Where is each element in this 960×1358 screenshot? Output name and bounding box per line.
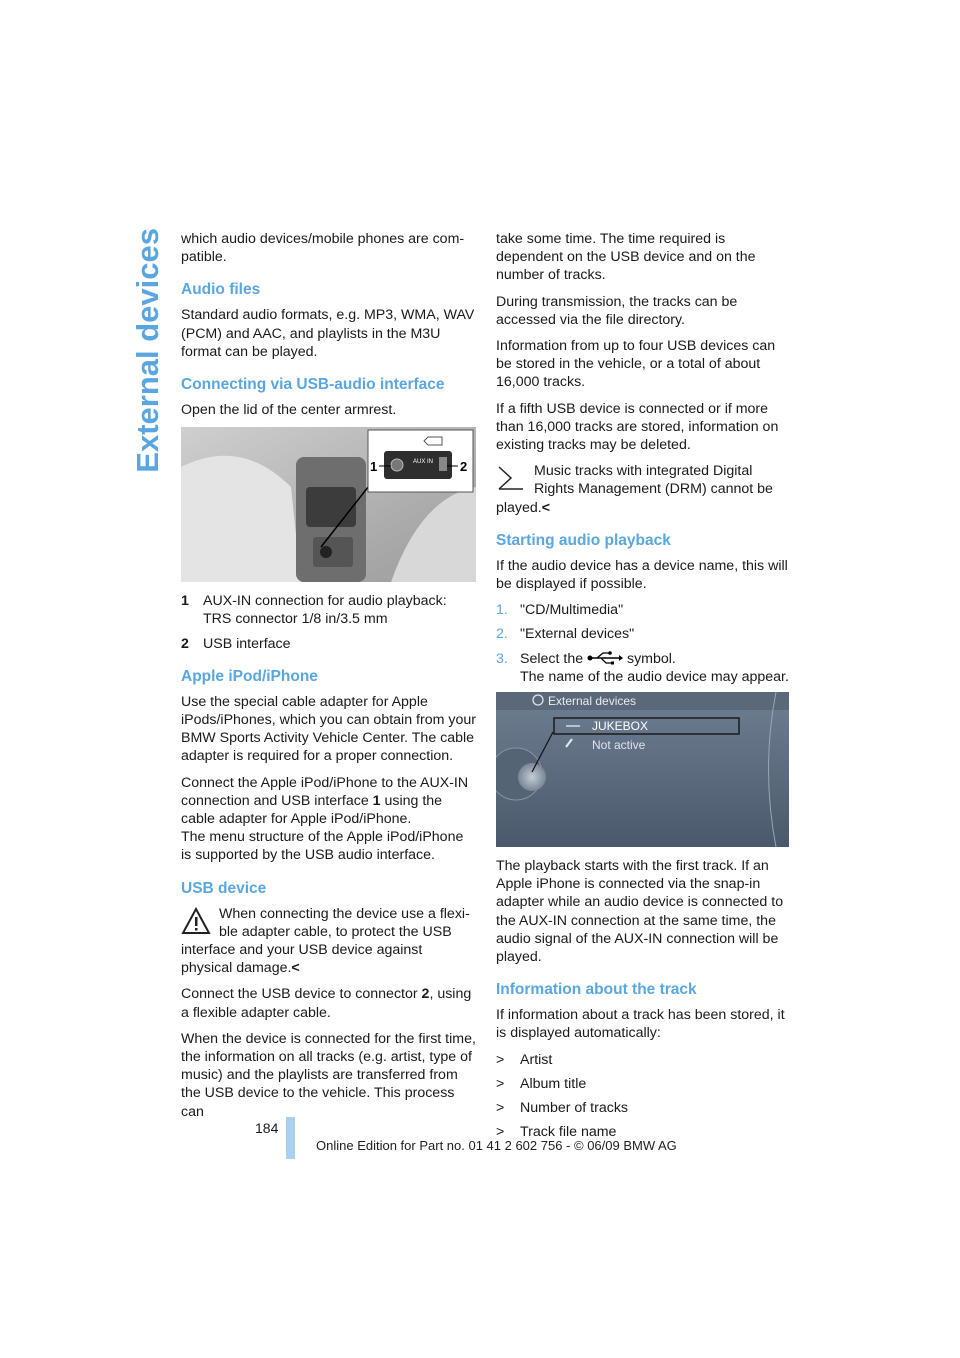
side-title xyxy=(128,228,166,828)
aux-in-label: AUX IN xyxy=(413,459,434,466)
step-3: 3. Select the symbol. The name of the audio device may appear. xyxy=(496,650,789,685)
legend-item-1: 1 AUX-IN connection for audio playback: TRS connector 1/8 in/3.5 mm xyxy=(181,593,447,628)
list-item: > Track file name xyxy=(496,1124,617,1141)
page-number: 184 xyxy=(255,1120,279,1136)
playback-text: If the audio device has a device name, this will be displayed if possible. xyxy=(496,557,788,593)
audio-files-text: Standard audio formats, e.g. MP3, WMA, WAV (PCM) and AAC, and playlists in the M3U format can be played. xyxy=(181,307,475,360)
right-text-4: If a fifth USB device is connected or if more than 16,000 tracks are stored, information on existing tracks may be deleted. xyxy=(496,400,779,454)
figure-callout-1: 1 xyxy=(370,459,378,475)
right-column xyxy=(496,230,791,1148)
usb-audio-text: Open the lid of the center armrest. xyxy=(181,402,397,419)
list-item: > Number of tracks xyxy=(496,1100,629,1117)
usb-device-text-2: When the device is connected for the first time, the information on all tracks (e.g. artist, type of music) and the playlists are transferred from the USB device to the vehicle. This process can xyxy=(181,1030,476,1120)
playback-after-text: The playback starts with the first track. If an Apple iPhone is connected via the snap-in adapter while an audio device is connected to the AUX-IN connection at the same time, the audio signal of the AUX-IN connection will be played. xyxy=(496,858,784,966)
footer-text: Online Edition for Part no. 01 41 2 602 756 - © 06/09 BMW AG xyxy=(316,1138,677,1153)
right-text-1: take some time. The time required is dependent on the USB device and on the number of tracks. xyxy=(496,231,756,284)
track-info-heading: Information about the track xyxy=(496,981,697,999)
right-text-3: Information from up to four USB devices can be stored in the vehicle, or a total of about 16,000 tracks. xyxy=(496,338,776,391)
ipod-text-2: Connect the Apple iPod/iPhone to the AUX-IN connection and USB interface 1 using the cable adapter for Apple iPod/iPhone. The menu structure of the Apple iPod/iPhone is supported by the USB audio interface. xyxy=(181,774,469,864)
side-title-text: External devices xyxy=(130,228,165,473)
step-2: 2. "External devices" xyxy=(496,626,635,643)
usb-audio-heading: Connecting via USB-audio interface xyxy=(181,376,445,394)
audio-files-heading: Audio files xyxy=(181,281,261,299)
usb-device-text-1: Connect the USB device to connector 2, using a flexible adapter cable. xyxy=(181,986,472,1021)
armrest-photo xyxy=(181,427,476,582)
track-info-text: If information about a track has been stored, it is displayed automatically: xyxy=(496,1007,785,1042)
ipod-heading: Apple iPod/iPhone xyxy=(181,667,318,685)
figure-callout-2: 2 xyxy=(460,459,468,475)
track-info-list xyxy=(496,1051,791,1142)
screen-title: External devices xyxy=(548,694,637,709)
usb-symbol-icon xyxy=(587,651,623,665)
drm-note: Music tracks with integrated Digital Rights Management (DRM) cannot be played.< xyxy=(496,463,773,516)
intro-text: which audio devices/mobile phones are compatible. xyxy=(181,231,465,266)
list-item: > Artist xyxy=(496,1051,553,1068)
external-devices-screenshot xyxy=(496,692,789,847)
footer-bar xyxy=(286,1117,295,1159)
usb-device-heading: USB device xyxy=(181,879,267,897)
warning-triangle-icon xyxy=(181,907,211,935)
warning-note: When connecting the device use a flexible adapter cable, to protect the USB interface and your USB device against physical damage.< xyxy=(181,905,470,977)
step-1: 1. "CD/Multimedia" xyxy=(496,602,624,619)
right-text-2: During transmission, the tracks can be accessed via the file directory. xyxy=(496,293,738,328)
ipod-text-1: Use the special cable adapter for Apple iPods/iPhones, which you can obtain from your BMW Sports Activity Vehicle Center. The cable adapter is required for a proper connection. xyxy=(181,693,476,765)
legend-item-2: 2 USB interface xyxy=(181,635,291,652)
left-column xyxy=(181,230,476,1129)
playback-steps xyxy=(496,601,791,686)
list-item: > Album title xyxy=(496,1075,587,1092)
note-arrow-icon xyxy=(496,464,526,492)
screen-item-jukebox: JUKEBOX xyxy=(592,719,649,734)
playback-heading: Starting audio playback xyxy=(496,531,671,549)
screen-item-not-active: Not active xyxy=(592,738,646,753)
